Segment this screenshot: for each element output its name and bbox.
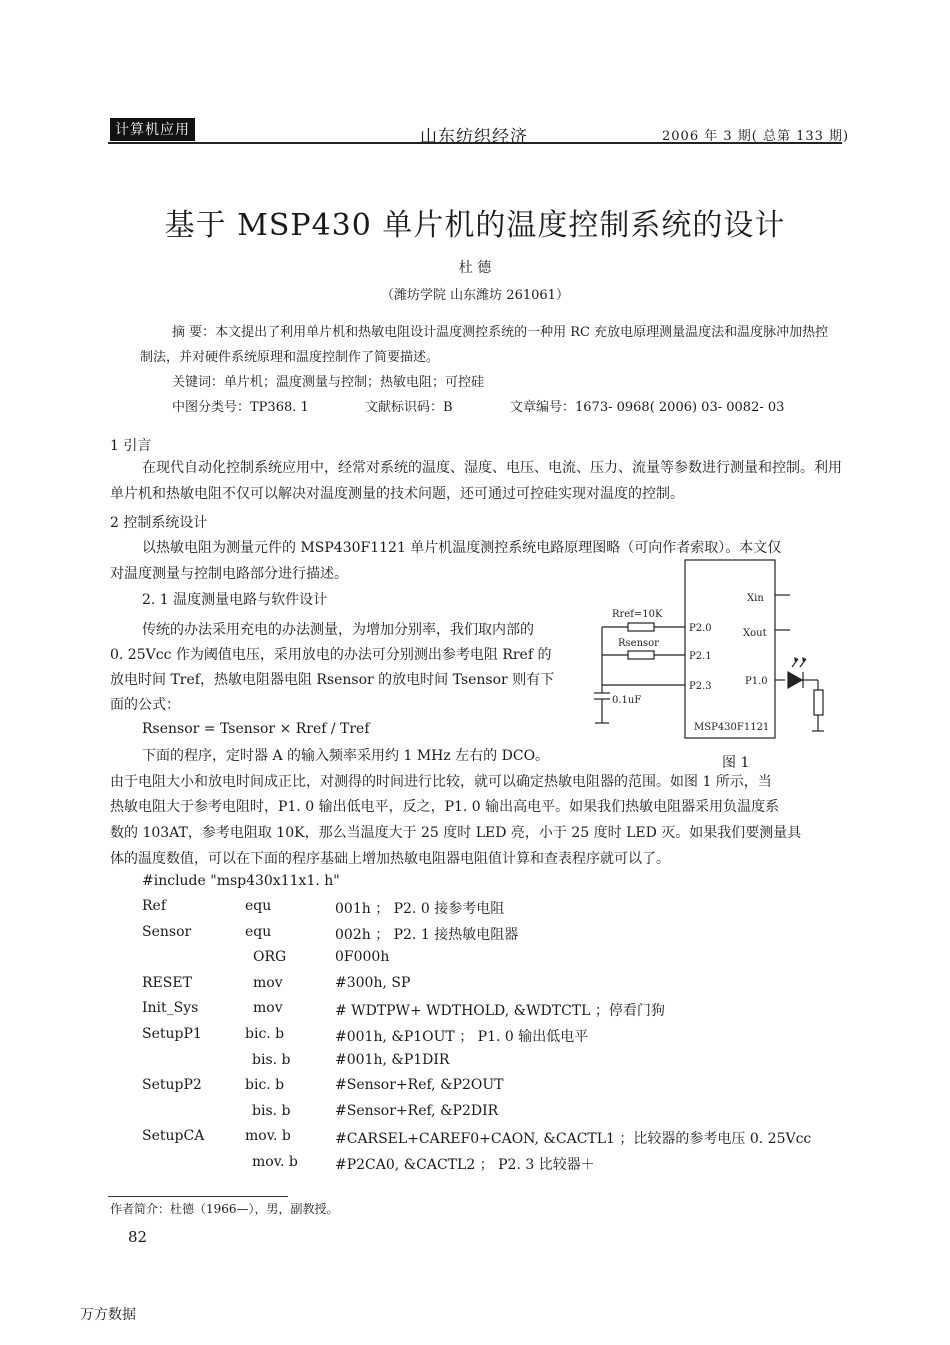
code-op: bis. b <box>252 1102 291 1119</box>
label-xin: Xin <box>747 593 764 604</box>
code-label: RESET <box>142 974 192 991</box>
page-number: 82 <box>128 1228 148 1246</box>
chip-body <box>685 560 775 738</box>
code-arg: #300h, SP <box>335 974 411 991</box>
para-line: 数的 103AT，参考电阻取 10K，那么当温度大于 25 度时 LED 亮，小于 25 度时 LED 灭。如果我们要测量具 <box>110 825 802 841</box>
label-chip: MSP430F1121 <box>694 722 770 733</box>
code-label: Init_Sys <box>142 1000 199 1017</box>
code-op: equ <box>245 898 272 914</box>
paper-title: 基于 MSP430 单片机的温度控制系统的设计 <box>164 208 786 243</box>
code-arg: #001h, &P1DIR <box>335 1051 450 1068</box>
para-line: 放电时间 Tref，热敏电阻器电阻 Rsensor 的放电时间 Tsensor 则有下 <box>110 672 555 688</box>
para-line: 体的温度数值，可以在下面的程序基础上增加热敏电阻器电阻值计算和查表程序就可以了。 <box>110 851 670 867</box>
para-line: 0. 25Vcc 作为阈值电压，采用放电的办法可分别测出参考电阻 Rref 的 <box>110 647 552 663</box>
footnote-rule <box>108 1196 288 1197</box>
code-label: SetupP2 <box>142 1077 202 1094</box>
section-1-body: 在现代自动化控制系统应用中，经常对系统的温度、湿度、电压、电流、压力、流量等参数进行测量和控制。利用单片机和热敏电阻不仅可以解决对温度测量的技术问题，还可通过可控硅实现对温度的控制。 <box>110 460 842 502</box>
figure-caption: 图 1 <box>722 755 750 771</box>
code-op: mov <box>253 1000 283 1017</box>
led-icon <box>788 672 802 688</box>
document-code: 文献标识码：B <box>365 400 453 415</box>
code-arg: #Sensor+Ref, &P2OUT <box>335 1077 504 1094</box>
section-2-intro-line-2: 对温度测量与控制电路部分进行描述。 <box>110 566 348 582</box>
label-xout: Xout <box>743 628 767 639</box>
code-op: bic. b <box>245 1077 285 1094</box>
author-footnote: 作者简介：杜德（1966—），男，副教授。 <box>110 1202 339 1216</box>
label-p10: P1.0 <box>745 676 768 687</box>
code-arg: 001h ； P2. 0 接参考电阻 <box>335 901 505 917</box>
section-2-intro-line-1: 以热敏电阻为测量元件的 MSP430F1121 单片机温度测控系统电路原理图略（可向作者索取）。本文仅 <box>142 540 782 556</box>
article-number: 文章编号：1673- 0968( 2006) 03- 0082- 03 <box>510 400 785 415</box>
watermark-text: 万方数据 <box>80 1307 136 1323</box>
section-2-heading: 2 控制系统设计 <box>110 515 208 531</box>
label-p20: P2.0 <box>689 623 712 634</box>
journal-name: 山东纺织经济 <box>420 127 528 147</box>
label-rsensor: Rsensor <box>618 638 659 649</box>
label-rref: Rref=10K <box>612 609 663 620</box>
code-label: Ref <box>142 898 167 914</box>
code-include: #include "msp430x11x1. h" <box>142 873 340 889</box>
label-capacitor: 0.1uF <box>612 695 642 706</box>
rsensor-resistor <box>628 651 654 659</box>
code-label: SetupP1 <box>142 1026 202 1042</box>
header-rule <box>108 142 842 144</box>
clc-number: 中图分类号：TP368. 1 <box>172 400 309 415</box>
para-line: 由于电阻大小和放电时间成正比，对测得的时间进行比较，就可以确定热敏电阻器的范围。如图 1 所示，当 <box>110 774 772 790</box>
rref-resistor <box>628 623 654 631</box>
code-op: bic. b <box>245 1026 285 1042</box>
circuit-diagram <box>590 555 840 770</box>
abstract: 摘 要：本文提出了利用单片机和热敏电阻设计温度测控系统的一种用 RC 充放电原理测量温度法和温度脉冲加热控制法，并对硬件系统原理和温度控制作了简要描述。 <box>140 325 829 365</box>
para-line: 面的公式： <box>110 697 180 713</box>
code-op: ORG <box>253 949 287 966</box>
code-arg: #001h, &P1OUT ； P1. 0 输出低电平 <box>335 1029 589 1045</box>
code-label: Sensor <box>142 923 192 940</box>
led-resistor <box>814 690 823 715</box>
code-op: equ <box>245 923 272 940</box>
code-op: mov. b <box>245 1128 291 1145</box>
label-p23: P2.3 <box>689 681 712 692</box>
issue-info: 2006 年 3 期( 总第 133 期) <box>662 129 850 144</box>
section-2-1-heading: 2. 1 温度测量电路与软件设计 <box>142 592 328 608</box>
code-arg: #CARSEL+CAREF0+CAON, &CACTL1 ；比较器的参考电压 0. 25Vcc <box>335 1131 812 1148</box>
section-1-heading: 1 引言 <box>110 438 152 454</box>
code-arg: # WDTPW+ WDTHOLD, &WDTCTL ；停看门狗 <box>335 1003 665 1020</box>
code-label: SetupCA <box>142 1128 205 1145</box>
para-line: 热敏电阻大于参考电阻时，P1. 0 输出低电平，反之，P1. 0 输出高电平。如果我们热敏电阻器采用负温度系 <box>110 799 780 815</box>
section-tag: 计算机应用 <box>110 118 195 141</box>
code-arg: #Sensor+Ref, &P2DIR <box>335 1102 499 1119</box>
keywords: 关键词：单片机；温度测量与控制；热敏电阻；可控硅 <box>172 375 485 390</box>
code-arg: 0F000h <box>335 949 390 966</box>
code-op: bis. b <box>252 1051 291 1068</box>
formula: Rsensor = Tsensor × Rref / Tref <box>142 721 370 737</box>
affiliation: （潍坊学院 山东潍坊 261061） <box>381 288 569 303</box>
code-arg: 002h ； P2. 1 接热敏电阻器 <box>335 926 519 943</box>
label-p21: P2.1 <box>689 651 712 662</box>
code-arg: #P2CA0, &CACTL2 ； P2. 3 比较器＋ <box>335 1157 595 1173</box>
code-op: mov <box>253 974 283 991</box>
author: 杜 德 <box>458 260 492 276</box>
para-line: 下面的程序，定时器 A 的输入频率采用约 1 MHz 左右的 DCO。 <box>142 748 550 764</box>
para-line: 传统的办法采用充电的办法测量，为增加分别率，我们取内部的 <box>142 622 534 638</box>
code-op: mov. b <box>252 1154 298 1170</box>
